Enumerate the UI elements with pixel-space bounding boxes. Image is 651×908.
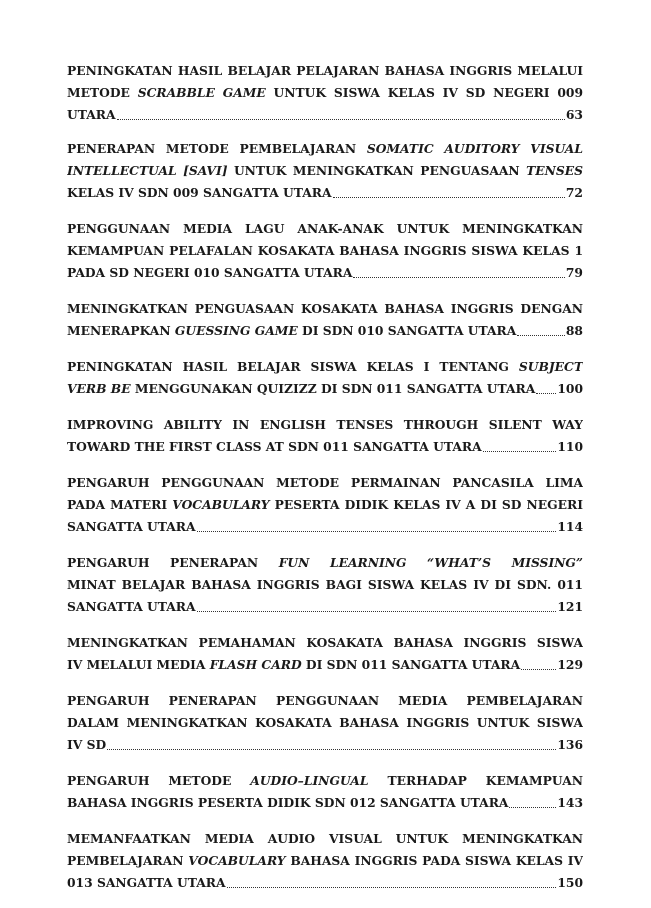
dot-leader: [536, 393, 556, 394]
title-segment: UNTUK MENINGKATKAN PENGUASAAN: [227, 163, 527, 178]
toc-entry-title-text: [67, 262, 352, 284]
toc-entry-last-line: [67, 320, 583, 342]
dot-leader: [353, 277, 564, 278]
toc-entry[interactable]: [67, 60, 583, 126]
toc-entry-title-line: [67, 574, 583, 596]
toc-entry[interactable]: [67, 218, 583, 284]
title-segment: PENERAPAN METODE PEMBELAJARAN: [67, 141, 367, 156]
page-number: 150: [557, 875, 583, 890]
title-segment: VERB BE: [67, 381, 131, 396]
toc-entry-last-line: [67, 182, 583, 204]
toc-entry-title-line: [67, 494, 583, 516]
toc-entry-title-line: [67, 240, 583, 262]
page-number: 143: [557, 795, 583, 810]
toc-entry-title-line: [67, 82, 583, 104]
toc-entry-last-line: [67, 436, 583, 458]
title-segment: KEMAMPUAN PELAFALAN KOSAKATA BAHASA INGGRIS SISWA KELAS 1: [67, 243, 583, 258]
title-segment: METODE: [67, 85, 138, 100]
dot-leader: [509, 807, 556, 808]
page-number: 110: [557, 439, 583, 454]
toc-entry-title-line: [67, 632, 583, 654]
dot-leader: [197, 531, 557, 532]
dot-leader: [117, 119, 565, 120]
page-number: 79: [565, 265, 583, 280]
toc-entry-last-line: [67, 596, 583, 618]
toc-entry[interactable]: [67, 690, 583, 756]
toc-entry[interactable]: [67, 298, 583, 342]
toc-entry[interactable]: [67, 138, 583, 204]
title-segment: DALAM MENINGKATKAN KOSAKATA BAHASA INGGRIS UNTUK SISWA: [67, 715, 583, 730]
title-segment: SCRABBLE GAME: [137, 85, 266, 100]
title-segment: AUDIO–LINGUAL: [250, 773, 369, 788]
toc-entry-title-line: [67, 472, 583, 494]
title-segment: PENGARUH PENERAPAN PENGGUNAAN MEDIA PEMBELAJARAN: [67, 693, 583, 708]
toc-entry-last-line: [67, 516, 583, 538]
dot-leader: [517, 335, 565, 336]
toc-entry-last-line: [67, 792, 583, 814]
toc-entry-title-line: [67, 552, 583, 574]
toc-entry-title-text: [67, 872, 226, 894]
page-number: 100: [557, 381, 583, 396]
title-segment: IV MELALUI MEDIA: [67, 657, 210, 672]
page-number: 136: [557, 737, 583, 752]
dot-leader: [521, 669, 556, 670]
title-segment: UNTUK SISWA KELAS IV SD NEGERI 009: [273, 85, 583, 100]
title-segment: SUBJECT: [518, 359, 583, 374]
title-segment: FUN LEARNING “WHAT’S MISSING”: [278, 555, 583, 570]
toc-entry-title-text: [67, 182, 332, 204]
title-segment: TOWARD THE FIRST CLASS AT SDN 011 SANGATTA UTARA: [67, 439, 482, 454]
title-segment: PADA SD NEGERI 010 SANGATTA UTARA: [67, 265, 353, 280]
toc-entry-last-line: [67, 378, 583, 400]
title-segment: VOCABULARY: [172, 497, 270, 512]
toc-entry[interactable]: [67, 472, 583, 538]
dot-leader: [483, 451, 557, 452]
title-segment: PEMBELAJARAN: [67, 853, 189, 868]
toc-entry[interactable]: [67, 770, 583, 814]
toc-entry[interactable]: [67, 552, 583, 618]
title-segment: 013 SANGATTA UTARA: [67, 875, 226, 890]
toc-entry-title-text: [67, 516, 196, 538]
toc-entry-title-text: [67, 654, 520, 676]
dot-leader: [227, 887, 557, 888]
title-segment: PENINGKATAN HASIL BELAJAR SISWA KELAS I TENTANG: [67, 359, 519, 374]
dot-leader: [107, 749, 556, 750]
title-segment: MENGGUNAKAN QUIZIZZ DI SDN 011 SANGATTA UTARA: [130, 381, 536, 396]
toc-entry-title-line: [67, 218, 583, 240]
toc-entry-title-text: [67, 596, 196, 618]
title-segment: VOCABULARY: [188, 853, 286, 868]
title-segment: KELAS IV SDN 009 SANGATTA UTARA: [67, 185, 332, 200]
toc-entry-title-text: [67, 320, 516, 342]
toc-entry-title-line: [67, 770, 583, 792]
page-number: 63: [565, 107, 583, 122]
dot-leader: [197, 611, 557, 612]
title-segment: MINAT BELAJAR BAHASA INGGRIS BAGI SISWA KELAS IV DI SDN. 011: [67, 577, 583, 592]
title-segment: SANGATTA UTARA: [67, 599, 196, 614]
toc-entry-title-line: [67, 60, 583, 82]
page-number: 129: [557, 657, 583, 672]
toc-entry-last-line: [67, 872, 583, 894]
toc-entry-title-line: [67, 160, 583, 182]
page-number: 114: [557, 519, 583, 534]
toc-entry-title-text: [67, 734, 106, 756]
title-segment: SOMATIC AUDITORY VISUAL: [366, 141, 583, 156]
title-segment: TENSES: [526, 163, 583, 178]
title-segment: MEMANFAATKAN MEDIA AUDIO VISUAL UNTUK MENINGKATKAN: [67, 831, 583, 846]
toc-entry[interactable]: [67, 414, 583, 458]
title-segment: BAHASA INGGRIS PADA SISWA KELAS IV: [290, 853, 583, 868]
toc-entry-last-line: [67, 654, 583, 676]
toc-entry-title-line: [67, 138, 583, 160]
title-segment: INTELLECTUAL [SAVI]: [67, 163, 228, 178]
toc-entry-title-line: [67, 712, 583, 734]
toc-entry[interactable]: [67, 632, 583, 676]
title-segment: SANGATTA UTARA: [67, 519, 196, 534]
title-segment: MENERAPKAN: [67, 323, 175, 338]
toc-entry-last-line: [67, 262, 583, 284]
title-segment: DI SDN 010 SANGATTA UTARA: [297, 323, 517, 338]
toc-entry-title-text: [67, 104, 116, 126]
title-segment: UTARA: [67, 107, 116, 122]
page-number: 88: [565, 323, 583, 338]
page-number: 72: [565, 185, 583, 200]
toc-entry-title-line: [67, 414, 583, 436]
title-segment: MENINGKATKAN PEMAHAMAN KOSAKATA BAHASA INGGRIS SISWA: [67, 635, 583, 650]
title-segment: MENINGKATKAN PENGUASAAN KOSAKATA BAHASA INGGRIS DENGAN: [67, 301, 583, 316]
toc-entry-title-line: [67, 356, 583, 378]
title-segment: PESERTA DIDIK KELAS IV A DI SD NEGERI: [274, 497, 583, 512]
toc-entry-last-line: [67, 734, 583, 756]
toc-entry-title-text: [67, 792, 508, 814]
title-segment: IV SD: [67, 737, 107, 752]
toc-entry-title-line: [67, 298, 583, 320]
toc-entry-last-line: [67, 104, 583, 126]
title-segment: BAHASA INGGRIS PESERTA DIDIK SDN 012 SANGATTA UTARA: [67, 795, 509, 810]
page-number: 121: [557, 599, 583, 614]
dot-leader: [333, 197, 565, 198]
title-segment: IMPROVING ABILITY IN ENGLISH TENSES THROUGH SILENT WAY: [67, 417, 583, 432]
toc-entry-title-text: [67, 378, 535, 400]
title-segment: TERHADAP KEMAMPUAN: [387, 773, 583, 788]
title-segment: PENGARUH METODE: [67, 773, 251, 788]
toc-entry[interactable]: [67, 356, 583, 400]
table-of-contents: [67, 60, 583, 908]
toc-entry-title-text: [67, 436, 482, 458]
title-segment: DI SDN 011 SANGATTA UTARA: [301, 657, 521, 672]
title-segment: PENINGKATAN HASIL BELAJAR PELAJARAN BAHASA INGGRIS MELALUI: [67, 63, 583, 78]
title-segment: PENGGUNAAN MEDIA LAGU ANAK-ANAK UNTUK MENINGKATKAN: [67, 221, 583, 236]
toc-entry[interactable]: [67, 828, 583, 894]
toc-entry-title-line: [67, 828, 583, 850]
title-segment: PENGARUH PENGGUNAAN METODE PERMAINAN PANCASILA LIMA: [67, 475, 583, 490]
toc-entry-title-line: [67, 690, 583, 712]
title-segment: PADA MATERI: [67, 497, 173, 512]
title-segment: PENGARUH PENERAPAN: [67, 555, 279, 570]
title-segment: GUESSING GAME: [174, 323, 298, 338]
toc-entry-title-line: [67, 850, 583, 872]
title-segment: FLASH CARD: [209, 657, 302, 672]
